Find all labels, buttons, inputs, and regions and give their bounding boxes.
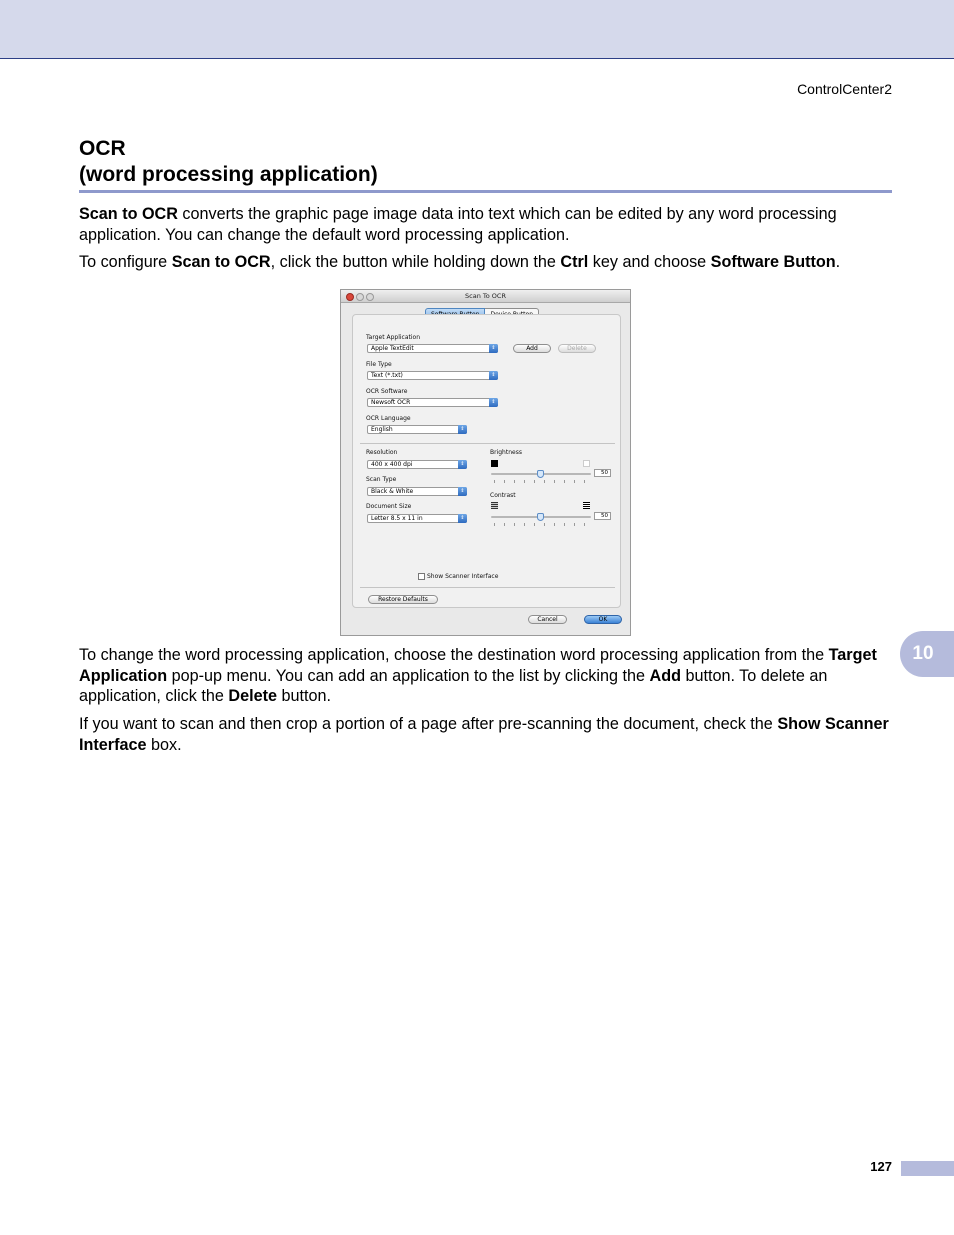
bold-term: Scan to OCR — [171, 253, 271, 271]
popup-arrows-icon: ⇕ — [489, 398, 498, 407]
slider-ticks — [493, 480, 592, 483]
bold-term: Target Application — [79, 646, 877, 685]
document-size-label: Document Size — [366, 503, 412, 510]
delete-button[interactable]: Delete — [558, 344, 596, 353]
paragraph-text: To change the word processing application, choose the destination word processing application from the — [79, 646, 829, 664]
section-title — [79, 136, 378, 188]
popup-arrows-icon: ⇕ — [458, 460, 467, 469]
scan-type-label: Scan Type — [366, 476, 397, 483]
popup-value: Newsoft OCR — [371, 399, 411, 406]
restore-defaults-button[interactable]: Restore Defaults — [368, 595, 438, 604]
bold-term: Show Scanner Interface — [79, 715, 889, 754]
paragraph-text: key and choose — [588, 253, 711, 271]
chapter-tab: 10 — [900, 631, 954, 677]
bold-term: Scan to OCR — [79, 205, 178, 223]
paragraph-configure — [79, 252, 894, 273]
show-scanner-interface-label: Show Scanner Interface — [427, 573, 499, 580]
title-rule — [79, 190, 892, 193]
popup-value: 400 x 400 dpi — [371, 461, 413, 468]
ocr-language-popup[interactable] — [367, 425, 467, 434]
paragraph-text: box. — [146, 735, 182, 754]
cancel-button[interactable]: Cancel — [528, 615, 567, 624]
paragraph-scanner-interface — [79, 714, 894, 755]
low-contrast-icon — [491, 502, 498, 509]
file-type-label: File Type — [366, 361, 392, 368]
paragraph-text: pop-up menu. You can add an application to the list by clicking the — [167, 666, 650, 685]
paragraph-text: , click the button while holding down the — [270, 253, 561, 271]
popup-arrows-icon: ⇕ — [489, 344, 498, 353]
section-title-line2: (word processing application) — [79, 163, 378, 186]
bold-term: Delete — [228, 687, 277, 705]
add-button[interactable]: Add — [513, 344, 551, 353]
ocr-language-label: OCR Language — [366, 415, 411, 422]
document-size-popup[interactable] — [367, 514, 467, 523]
light-square-icon — [583, 460, 590, 467]
section-title-line1: OCR — [79, 137, 126, 160]
contrast-value-field[interactable]: 50 — [594, 512, 611, 520]
popup-arrows-icon: ⇕ — [458, 425, 467, 434]
scan-type-popup[interactable] — [367, 487, 467, 496]
popup-value: Letter 8.5 x 11 in — [371, 515, 423, 522]
target-application-popup[interactable] — [367, 344, 498, 353]
contrast-label: Contrast — [490, 492, 516, 499]
page-header-bar — [0, 0, 954, 59]
paragraph-text: converts the graphic page image data into text which can be edited by any word processing application. You can change the default word processing application. — [79, 205, 837, 244]
popup-value: Black & White — [371, 488, 414, 495]
dialog-titlebar — [341, 290, 630, 303]
resolution-label: Resolution — [366, 449, 398, 456]
page-number-bar — [901, 1161, 954, 1176]
show-scanner-interface-checkbox[interactable] — [418, 573, 425, 580]
slider-ticks — [493, 523, 592, 526]
popup-arrows-icon: ⇕ — [458, 487, 467, 496]
paragraph-change-application — [79, 645, 894, 707]
contrast-slider-thumb[interactable] — [537, 513, 544, 521]
paragraph-text: . — [835, 253, 841, 271]
popup-arrows-icon: ⇕ — [489, 371, 498, 380]
divider — [360, 587, 615, 588]
divider — [360, 443, 615, 444]
target-application-label: Target Application — [366, 334, 420, 341]
brightness-label: Brightness — [490, 449, 522, 456]
dark-square-icon — [491, 460, 498, 467]
popup-value: Text (*.txt) — [371, 372, 403, 379]
scan-to-ocr-dialog — [340, 289, 631, 636]
paragraph-text: button. To delete an application, click the — [79, 666, 828, 705]
brightness-value-field[interactable]: 50 — [594, 469, 611, 477]
paragraph-text: button. — [276, 687, 331, 705]
paragraph-text: To configure — [79, 253, 172, 271]
popup-arrows-icon: ⇕ — [458, 514, 467, 523]
dialog-title: Scan To OCR — [465, 292, 506, 300]
paragraph-text: If you want to scan and then crop a portion of a page after pre-scanning the document, check the — [79, 715, 778, 733]
popup-value: English — [371, 426, 393, 433]
bold-term: Add — [649, 666, 681, 685]
brightness-slider-thumb[interactable] — [537, 470, 544, 478]
ocr-software-popup[interactable] — [367, 398, 498, 407]
bold-term: Ctrl — [560, 253, 589, 271]
high-contrast-icon — [583, 502, 590, 509]
running-header: ControlCenter2 — [797, 81, 892, 97]
ocr-software-label: OCR Software — [366, 388, 408, 395]
paragraph-intro — [79, 204, 894, 245]
page-number: 127 — [870, 1159, 892, 1174]
bold-term: Software Button — [710, 253, 836, 271]
file-type-popup[interactable] — [367, 371, 498, 380]
resolution-popup[interactable] — [367, 460, 467, 469]
ok-button[interactable]: OK — [584, 615, 622, 624]
popup-value: Apple TextEdit — [371, 345, 414, 352]
